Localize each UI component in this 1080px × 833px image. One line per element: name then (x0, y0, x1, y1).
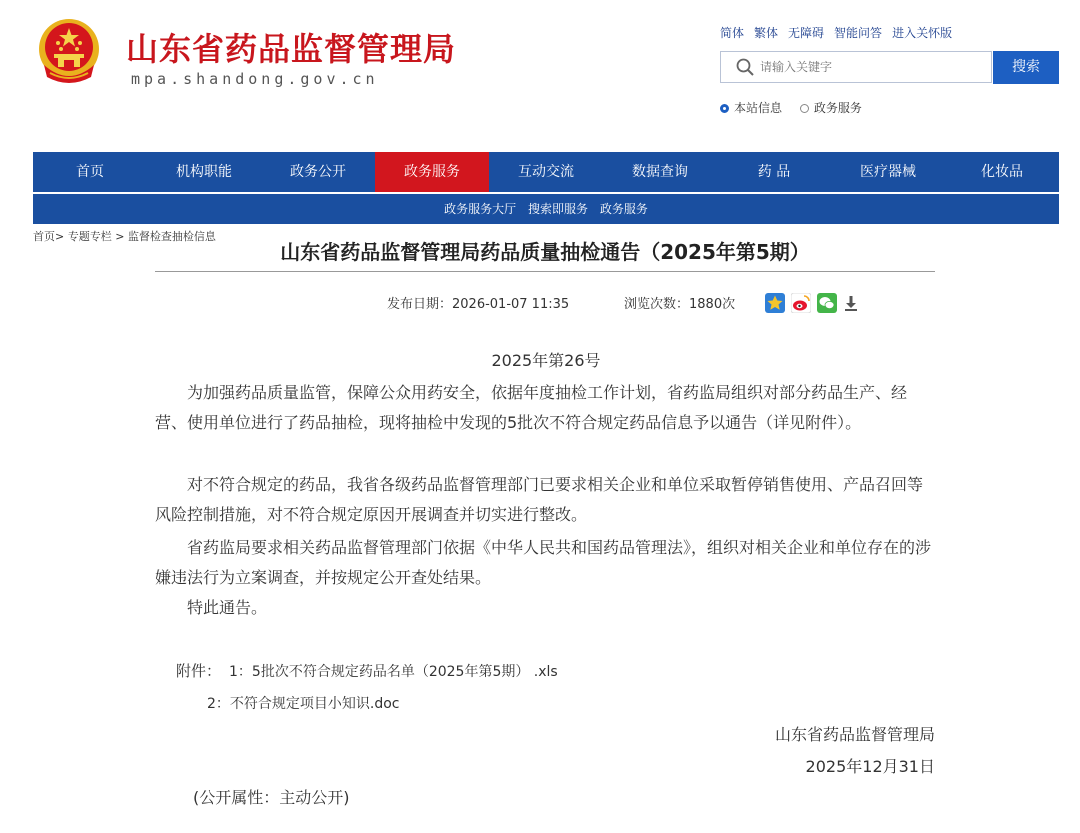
nav-gov-disclosure[interactable]: 政务公开 (290, 164, 346, 180)
disclosure-attribute: (公开属性：主动公开) (193, 788, 350, 807)
download-icon[interactable] (843, 293, 859, 313)
nav-home[interactable]: 首页 (76, 164, 104, 180)
subnav-search-service[interactable]: 搜索即服务 (527, 202, 588, 216)
top-link-accessibility[interactable]: 无障碍 (788, 26, 825, 40)
title-divider (155, 271, 935, 272)
search-icon (736, 58, 754, 76)
main-nav (33, 152, 1059, 192)
top-link-simplified[interactable]: 简体 (720, 26, 745, 40)
national-emblem-logo (36, 17, 102, 85)
sub-nav (33, 194, 1059, 224)
qzone-share-icon[interactable] (765, 293, 785, 313)
attachments-label: 附件： (176, 662, 222, 680)
subnav-gov-services[interactable]: 政务服务 (599, 202, 648, 216)
top-link-elderly-mode[interactable]: 进入关怀版 (892, 26, 953, 40)
scope-site-info[interactable] (720, 101, 782, 115)
breadcrumb-topics[interactable]: 专题专栏 > (67, 230, 125, 243)
radio-checked-icon (720, 104, 729, 113)
top-link-traditional[interactable]: 繁体 (754, 26, 779, 40)
subnav-service-hall[interactable]: 政务服务大厅 (444, 202, 517, 216)
attachment-doc-link[interactable]: 2：不符合规定项目小知识.doc (207, 696, 400, 712)
search-input[interactable] (760, 55, 988, 79)
view-count: 浏览次数：1880次 (624, 297, 736, 312)
site-title[interactable]: 山东省药品监督管理局 (126, 30, 457, 68)
top-links (720, 24, 962, 41)
attachment-xls-link[interactable]: 1：5批次不符合规定药品名单（2025年第5期） .xls (229, 664, 558, 680)
publish-date: 发布日期：2026-01-07 11:35 (387, 297, 570, 312)
nav-gov-services[interactable]: 政务服务 (375, 152, 489, 192)
nav-drugs[interactable]: 药 品 (757, 164, 791, 180)
nav-functions[interactable]: 机构职能 (176, 164, 232, 180)
issue-date: 2025年12月31日 (805, 757, 935, 776)
weibo-share-icon[interactable] (791, 293, 811, 313)
wechat-share-icon[interactable] (817, 293, 837, 313)
issuer-signature: 山东省药品监督管理局 (774, 725, 935, 744)
breadcrumb-home[interactable]: 首页> (33, 230, 65, 243)
scope-gov-services[interactable] (800, 101, 862, 115)
breadcrumb-inspection[interactable]: 监督检查抽检信息 (127, 230, 216, 243)
top-link-smart-qa[interactable]: 智能问答 (834, 26, 883, 40)
radio-unchecked-icon (800, 104, 809, 113)
paragraph-4: 特此通告。 (187, 598, 268, 617)
article-title: 山东省药品监督管理局药品质量抽检通告（2025年第5期） (280, 240, 810, 264)
nav-data-query[interactable]: 数据查询 (632, 164, 688, 180)
scope-gov-services-label: 政务服务 (813, 101, 862, 115)
document-number: 2025年第26号 (491, 351, 601, 370)
search-scope (720, 99, 876, 116)
nav-cosmetics[interactable]: 化妆品 (981, 164, 1023, 180)
scope-site-info-label: 本站信息 (734, 101, 783, 115)
paragraph-3: 省药监局要求相关药品监督管理部门依据《中华人民共和国药品管理法》，组织对相关企业和单位存在的涉嫌违法行为立案调查，并按规定公开查处结果。 (155, 538, 932, 587)
nav-medical-devices[interactable]: 医疗器械 (860, 164, 916, 180)
search-button[interactable]: 搜索 (993, 51, 1059, 84)
nav-interaction[interactable]: 互动交流 (518, 164, 574, 180)
site-domain: mpa.shandong.gov.cn (131, 70, 379, 88)
paragraph-2: 对不符合规定的药品，我省各级药品监督管理部门已要求相关企业和单位采取暂停销售使用、产品召回等风险控制措施，对不符合规定原因开展调查并切实进行整改。 (155, 475, 924, 524)
paragraph-1: 为加强药品质量监管，保障公众用药安全，依据年度抽检工作计划，省药监局组织对部分药品生产、经营、使用单位进行了药品抽检，现将抽检中发现的5批次不符合规定药品信息予以通告（详见附件）。 (155, 383, 908, 432)
